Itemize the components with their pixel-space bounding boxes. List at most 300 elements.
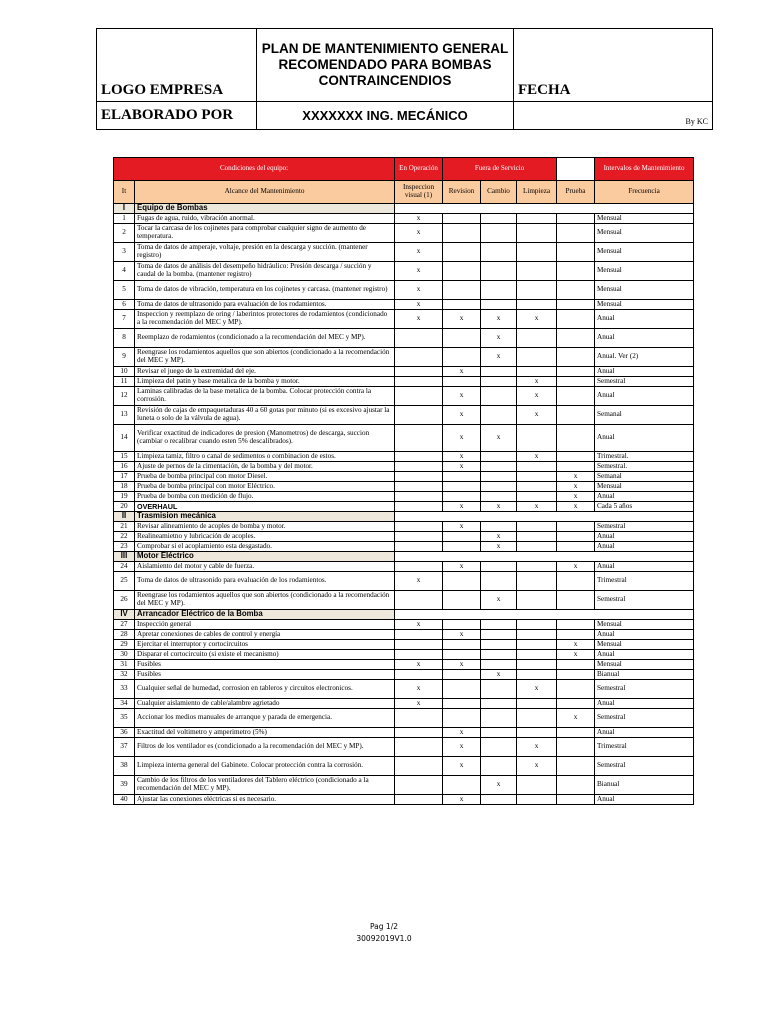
task-description: Disparar el cortocircuito (si existe el mecanismo) <box>135 650 395 660</box>
test-mark <box>557 728 595 738</box>
test-mark <box>557 300 595 310</box>
test-mark <box>557 224 595 243</box>
cleaning-mark <box>517 243 557 262</box>
revision-mark: x <box>443 728 481 738</box>
section-title: Trasmision mecánica <box>135 512 395 522</box>
section-header-row <box>114 512 694 522</box>
revision-mark <box>443 776 481 795</box>
task-description: Toma de datos de ultrasonido para evaluación de los rodamientos. <box>135 300 395 310</box>
change-mark: x <box>481 310 517 329</box>
change-mark <box>481 262 517 281</box>
test-mark: x <box>557 502 595 512</box>
test-mark <box>557 377 595 387</box>
inspection-mark <box>395 462 443 472</box>
document-header <box>96 28 713 130</box>
cleaning-mark <box>517 591 557 610</box>
task-description: Exactitud del voltimetro y amperimetro (5%) <box>135 728 395 738</box>
cleaning-mark <box>517 262 557 281</box>
cleaning-mark <box>517 462 557 472</box>
cleaning-mark <box>517 572 557 591</box>
revision-mark: x <box>443 522 481 532</box>
inspection-mark: x <box>395 300 443 310</box>
test-mark: x <box>557 650 595 660</box>
cleaning-mark <box>517 214 557 224</box>
item-number: 33 <box>114 680 135 699</box>
cleaning-mark <box>517 492 557 502</box>
change-mark: x <box>481 329 517 348</box>
maintenance-table-body <box>114 204 694 805</box>
revision-mark <box>443 281 481 300</box>
table-row <box>114 387 694 406</box>
cleaning-mark <box>517 650 557 660</box>
table-row <box>114 640 694 650</box>
revision-mark <box>443 214 481 224</box>
frequency-cell: Anual <box>595 387 694 406</box>
change-mark: x <box>481 502 517 512</box>
table-row <box>114 630 694 640</box>
revision-mark <box>443 699 481 709</box>
section-blank <box>395 512 694 522</box>
item-number: 6 <box>114 300 135 310</box>
col-header-inspection: Inspeccion visual (1) <box>395 181 443 204</box>
frequency-cell: Anual <box>595 542 694 552</box>
table-row <box>114 348 694 367</box>
test-mark <box>557 660 595 670</box>
task-description: Ajuste de pernos de la cimentación, de la bomba y del motor. <box>135 462 395 472</box>
frequency-cell: Anual <box>595 532 694 542</box>
frequency-cell: Anual <box>595 492 694 502</box>
test-mark <box>557 620 595 630</box>
section-header-row <box>114 204 694 214</box>
inspection-mark <box>395 630 443 640</box>
prepared-by-value: XXXXXXX ING. MECÁNICO <box>257 102 514 130</box>
inspection-mark: x <box>395 620 443 630</box>
cleaning-mark <box>517 348 557 367</box>
change-mark <box>481 795 517 805</box>
test-mark <box>557 425 595 452</box>
frequency-cell: Semestral <box>595 522 694 532</box>
frequency-cell: Semanal <box>595 406 694 425</box>
frequency-cell: Anual <box>595 329 694 348</box>
revision-mark <box>443 591 481 610</box>
inspection-mark <box>395 757 443 776</box>
task-description: Revisar el juego de la extremidad del eje. <box>135 367 395 377</box>
revision-mark: x <box>443 757 481 776</box>
frequency-cell: Anual <box>595 630 694 640</box>
table-row <box>114 650 694 660</box>
frequency-cell: Trimestral <box>595 738 694 757</box>
inspection-mark <box>395 640 443 650</box>
revision-mark <box>443 472 481 482</box>
inspection-mark <box>395 670 443 680</box>
item-number: 29 <box>114 640 135 650</box>
item-number: 10 <box>114 367 135 377</box>
inspection-mark <box>395 522 443 532</box>
change-mark <box>481 452 517 462</box>
cleaning-mark: x <box>517 387 557 406</box>
revision-mark <box>443 532 481 542</box>
frequency-cell: Mensual <box>595 300 694 310</box>
revision-mark <box>443 650 481 660</box>
frequency-cell: Bianual <box>595 776 694 795</box>
cleaning-mark: x <box>517 680 557 699</box>
revision-mark <box>443 224 481 243</box>
col-header-scope: Alcance del Mantenimiento <box>135 181 395 204</box>
table-row <box>114 472 694 482</box>
item-number: 12 <box>114 387 135 406</box>
change-mark <box>481 243 517 262</box>
task-description: Prueba de bomba principal con motor Diesel. <box>135 472 395 482</box>
item-number: 19 <box>114 492 135 502</box>
table-row <box>114 738 694 757</box>
test-mark <box>557 310 595 329</box>
revision-mark: x <box>443 502 481 512</box>
frequency-cell: Anual <box>595 699 694 709</box>
item-number: 36 <box>114 728 135 738</box>
change-mark: x <box>481 348 517 367</box>
header-blank-cell <box>557 158 595 181</box>
cleaning-mark <box>517 562 557 572</box>
frequency-cell: Trimestral. <box>595 452 694 462</box>
task-description: Inspeccion y reemplazo de oring / laberintos protectores de rodamientos (condicionado a la recomendación del MEC y MP). <box>135 310 395 329</box>
frequency-cell: Semanal <box>595 472 694 482</box>
item-number: 2 <box>114 224 135 243</box>
cleaning-mark <box>517 670 557 680</box>
inspection-mark <box>395 482 443 492</box>
inspection-mark <box>395 591 443 610</box>
cleaning-mark <box>517 709 557 728</box>
table-row <box>114 542 694 552</box>
task-description: Fusibles <box>135 660 395 670</box>
test-mark <box>557 630 595 640</box>
table-row <box>114 660 694 670</box>
table-row <box>114 452 694 462</box>
frequency-cell: Mensual <box>595 224 694 243</box>
test-mark <box>557 542 595 552</box>
item-number: 24 <box>114 562 135 572</box>
item-number: 8 <box>114 329 135 348</box>
revision-mark <box>443 300 481 310</box>
cleaning-mark <box>517 329 557 348</box>
task-description: Verificar exactitud de indicadores de presion (Manometros) de descarga, succion (cambiar o recalibrar cuando esten 5% descalibrados). <box>135 425 395 452</box>
inspection-mark <box>395 377 443 387</box>
frequency-cell: Semestral <box>595 757 694 776</box>
frequency-cell: Anual <box>595 728 694 738</box>
item-number: 20 <box>114 502 135 512</box>
table-row <box>114 462 694 472</box>
item-number: 15 <box>114 452 135 462</box>
frequency-cell: Bianual <box>595 670 694 680</box>
test-mark: x <box>557 492 595 502</box>
table-row <box>114 329 694 348</box>
table-row <box>114 262 694 281</box>
task-description: Fugas de agua, ruido, vibración anormal. <box>135 214 395 224</box>
inspection-mark <box>395 728 443 738</box>
item-number: 23 <box>114 542 135 552</box>
task-description: Tocar la carcasa de los cojinetes para comprobar cualquier signo de aumento de temperatura. <box>135 224 395 243</box>
task-description: Cualquier aislamiento de cable/alambre agrietado <box>135 699 395 709</box>
test-mark <box>557 462 595 472</box>
title-line: CONTRAINCENDIOS <box>318 73 452 88</box>
cleaning-mark <box>517 640 557 650</box>
task-description: Cualquier señal de humedad, corrosion en tableros y circuitos electronicos. <box>135 680 395 699</box>
item-number: 16 <box>114 462 135 472</box>
cleaning-mark <box>517 281 557 300</box>
cleaning-mark <box>517 425 557 452</box>
test-mark <box>557 387 595 406</box>
change-mark <box>481 281 517 300</box>
item-number: 39 <box>114 776 135 795</box>
item-number: 21 <box>114 522 135 532</box>
col-header-cleaning: Limpieza <box>517 181 557 204</box>
frequency-cell: Semestral <box>595 591 694 610</box>
test-mark <box>557 680 595 699</box>
change-mark <box>481 406 517 425</box>
frequency-cell: Semestral <box>595 680 694 699</box>
test-mark <box>557 367 595 377</box>
revision-mark <box>443 620 481 630</box>
item-number: 1 <box>114 214 135 224</box>
task-description: Prueba de bomba principal con motor Eléctrico. <box>135 482 395 492</box>
cleaning-mark <box>517 224 557 243</box>
table-row <box>114 492 694 502</box>
table-row <box>114 482 694 492</box>
frequency-cell: Anual. Ver (2) <box>595 348 694 367</box>
item-number: 22 <box>114 532 135 542</box>
change-mark <box>481 728 517 738</box>
document-code: 30092019V1.0 <box>356 934 412 943</box>
change-mark: x <box>481 591 517 610</box>
test-mark <box>557 670 595 680</box>
inspection-mark: x <box>395 699 443 709</box>
inspection-mark <box>395 492 443 502</box>
revision-mark: x <box>443 310 481 329</box>
task-description: Cambio de los filtros de los ventiladores del Tablero eléctrico (condicionado a la recomendación del MEC y MP). <box>135 776 395 795</box>
test-mark <box>557 591 595 610</box>
table-row <box>114 572 694 591</box>
table-row <box>114 757 694 776</box>
section-blank <box>395 204 694 214</box>
test-mark: x <box>557 709 595 728</box>
change-mark <box>481 572 517 591</box>
frequency-cell: Anual <box>595 310 694 329</box>
test-mark <box>557 572 595 591</box>
item-number: 28 <box>114 630 135 640</box>
section-title: Equipo de Bombas <box>135 204 395 214</box>
revision-mark: x <box>443 738 481 757</box>
change-mark <box>481 562 517 572</box>
change-mark <box>481 660 517 670</box>
test-mark <box>557 262 595 281</box>
revision-mark <box>443 243 481 262</box>
item-number: 17 <box>114 472 135 482</box>
maintenance-table <box>113 157 694 805</box>
test-mark <box>557 281 595 300</box>
inspection-mark <box>395 562 443 572</box>
revision-mark <box>443 680 481 699</box>
frequency-cell: Mensual <box>595 660 694 670</box>
item-number: 26 <box>114 591 135 610</box>
revision-mark <box>443 377 481 387</box>
item-number: 31 <box>114 660 135 670</box>
frequency-cell: Anual <box>595 367 694 377</box>
task-description: Ejercitar el interruptor y cortocircuitos <box>135 640 395 650</box>
test-mark: x <box>557 482 595 492</box>
change-mark <box>481 738 517 757</box>
revision-mark: x <box>443 660 481 670</box>
task-description: Reengrase los rodamientos aquellos que son abiertos (condicionado a la recomendación del MEC y MP). <box>135 591 395 610</box>
revision-mark <box>443 262 481 281</box>
change-mark <box>481 482 517 492</box>
cleaning-mark <box>517 795 557 805</box>
test-mark <box>557 214 595 224</box>
revision-mark <box>443 329 481 348</box>
table-row <box>114 281 694 300</box>
item-number: 7 <box>114 310 135 329</box>
frequency-cell: Trimestral <box>595 572 694 591</box>
table-row <box>114 709 694 728</box>
table-row <box>114 562 694 572</box>
inspection-mark <box>395 542 443 552</box>
item-number: 13 <box>114 406 135 425</box>
task-description: Prueba de bomba con medición de flujo. <box>135 492 395 502</box>
change-mark <box>481 680 517 699</box>
revision-mark: x <box>443 387 481 406</box>
test-mark <box>557 699 595 709</box>
inspection-mark <box>395 502 443 512</box>
item-number: 38 <box>114 757 135 776</box>
task-description: Toma de datos de amperaje, voltaje, presión en la descarga y succión. (mantener registro) <box>135 243 395 262</box>
cleaning-mark: x <box>517 452 557 462</box>
task-description: Laminas calibradas de la base metalica de la bomba. Colocar protección contra la corrosión. <box>135 387 395 406</box>
revision-mark: x <box>443 462 481 472</box>
inspection-mark: x <box>395 660 443 670</box>
col-header-frequency: Frecuencia <box>595 181 694 204</box>
item-number: 5 <box>114 281 135 300</box>
section-header-row <box>114 552 694 562</box>
task-description: Reengrase los rodamientos aquellos que son abiertos (condicionado a la recomendación del MEC y MP). <box>135 348 395 367</box>
task-description: Inspección general <box>135 620 395 630</box>
inspection-mark <box>395 776 443 795</box>
revision-mark: x <box>443 795 481 805</box>
frequency-cell: Anual <box>595 650 694 660</box>
frequency-cell: Cada 5 años <box>595 502 694 512</box>
change-mark <box>481 300 517 310</box>
revision-mark <box>443 482 481 492</box>
author-initials: By KC <box>514 102 713 130</box>
inspection-mark: x <box>395 572 443 591</box>
table-row <box>114 377 694 387</box>
item-number: 35 <box>114 709 135 728</box>
cleaning-mark <box>517 482 557 492</box>
revision-mark <box>443 492 481 502</box>
inspection-mark: x <box>395 224 443 243</box>
change-mark: x <box>481 542 517 552</box>
section-blank <box>395 610 694 620</box>
item-number: 37 <box>114 738 135 757</box>
cleaning-mark <box>517 522 557 532</box>
table-row <box>114 224 694 243</box>
item-number: 25 <box>114 572 135 591</box>
frequency-cell: Anual <box>595 425 694 452</box>
item-number: 32 <box>114 670 135 680</box>
frequency-cell: Mensual <box>595 243 694 262</box>
frequency-cell: Semestral. <box>595 462 694 472</box>
inspection-mark <box>395 406 443 425</box>
revision-mark <box>443 542 481 552</box>
revision-mark: x <box>443 406 481 425</box>
frequency-cell: Mensual <box>595 482 694 492</box>
change-mark <box>481 640 517 650</box>
test-mark <box>557 452 595 462</box>
test-mark <box>557 329 595 348</box>
section-number: IV <box>114 610 135 620</box>
change-mark <box>481 377 517 387</box>
table-row <box>114 728 694 738</box>
inspection-mark: x <box>395 243 443 262</box>
table-row <box>114 214 694 224</box>
test-mark: x <box>557 472 595 482</box>
frequency-cell: Anual <box>595 795 694 805</box>
section-number: I <box>114 204 135 214</box>
task-description: Toma de datos de ultrasonido para evaluación de los rodamientos. <box>135 572 395 591</box>
task-description: Toma de datos de vibración, temperatura en los cojinetes y carcasa. (mantener registro) <box>135 281 395 300</box>
change-mark <box>481 224 517 243</box>
cleaning-mark <box>517 367 557 377</box>
cleaning-mark <box>517 660 557 670</box>
revision-mark <box>443 670 481 680</box>
col-header-revision: Revision <box>443 181 481 204</box>
task-description: Apretar conexiones de cables de control y energía <box>135 630 395 640</box>
revision-mark: x <box>443 630 481 640</box>
change-mark <box>481 472 517 482</box>
task-description: Limpieza interna general del Gabinete. Colocar protección contra la corrosión. <box>135 757 395 776</box>
inspection-mark: x <box>395 281 443 300</box>
date-label: FECHA <box>514 29 713 102</box>
cleaning-mark <box>517 300 557 310</box>
change-mark <box>481 757 517 776</box>
inspection-mark <box>395 425 443 452</box>
task-description: OVERHAUL <box>135 502 395 512</box>
document-title <box>257 29 514 102</box>
table-row <box>114 502 694 512</box>
in-operation-header: En Operación <box>395 158 443 181</box>
inspection-mark <box>395 738 443 757</box>
test-mark <box>557 795 595 805</box>
revision-mark: x <box>443 425 481 452</box>
test-mark <box>557 532 595 542</box>
table-row <box>114 406 694 425</box>
cleaning-mark <box>517 532 557 542</box>
table-row <box>114 243 694 262</box>
change-mark <box>481 492 517 502</box>
test-mark <box>557 406 595 425</box>
change-mark <box>481 650 517 660</box>
item-number: 9 <box>114 348 135 367</box>
revision-mark <box>443 572 481 591</box>
frequency-cell: Mensual <box>595 640 694 650</box>
table-row <box>114 591 694 610</box>
cleaning-mark: x <box>517 406 557 425</box>
section-header-row <box>114 610 694 620</box>
change-mark <box>481 462 517 472</box>
task-description: Limpieza del patin y base metalica de la bomba y motor. <box>135 377 395 387</box>
inspection-mark: x <box>395 262 443 281</box>
test-mark <box>557 243 595 262</box>
table-row <box>114 670 694 680</box>
revision-mark <box>443 348 481 367</box>
inspection-mark <box>395 709 443 728</box>
